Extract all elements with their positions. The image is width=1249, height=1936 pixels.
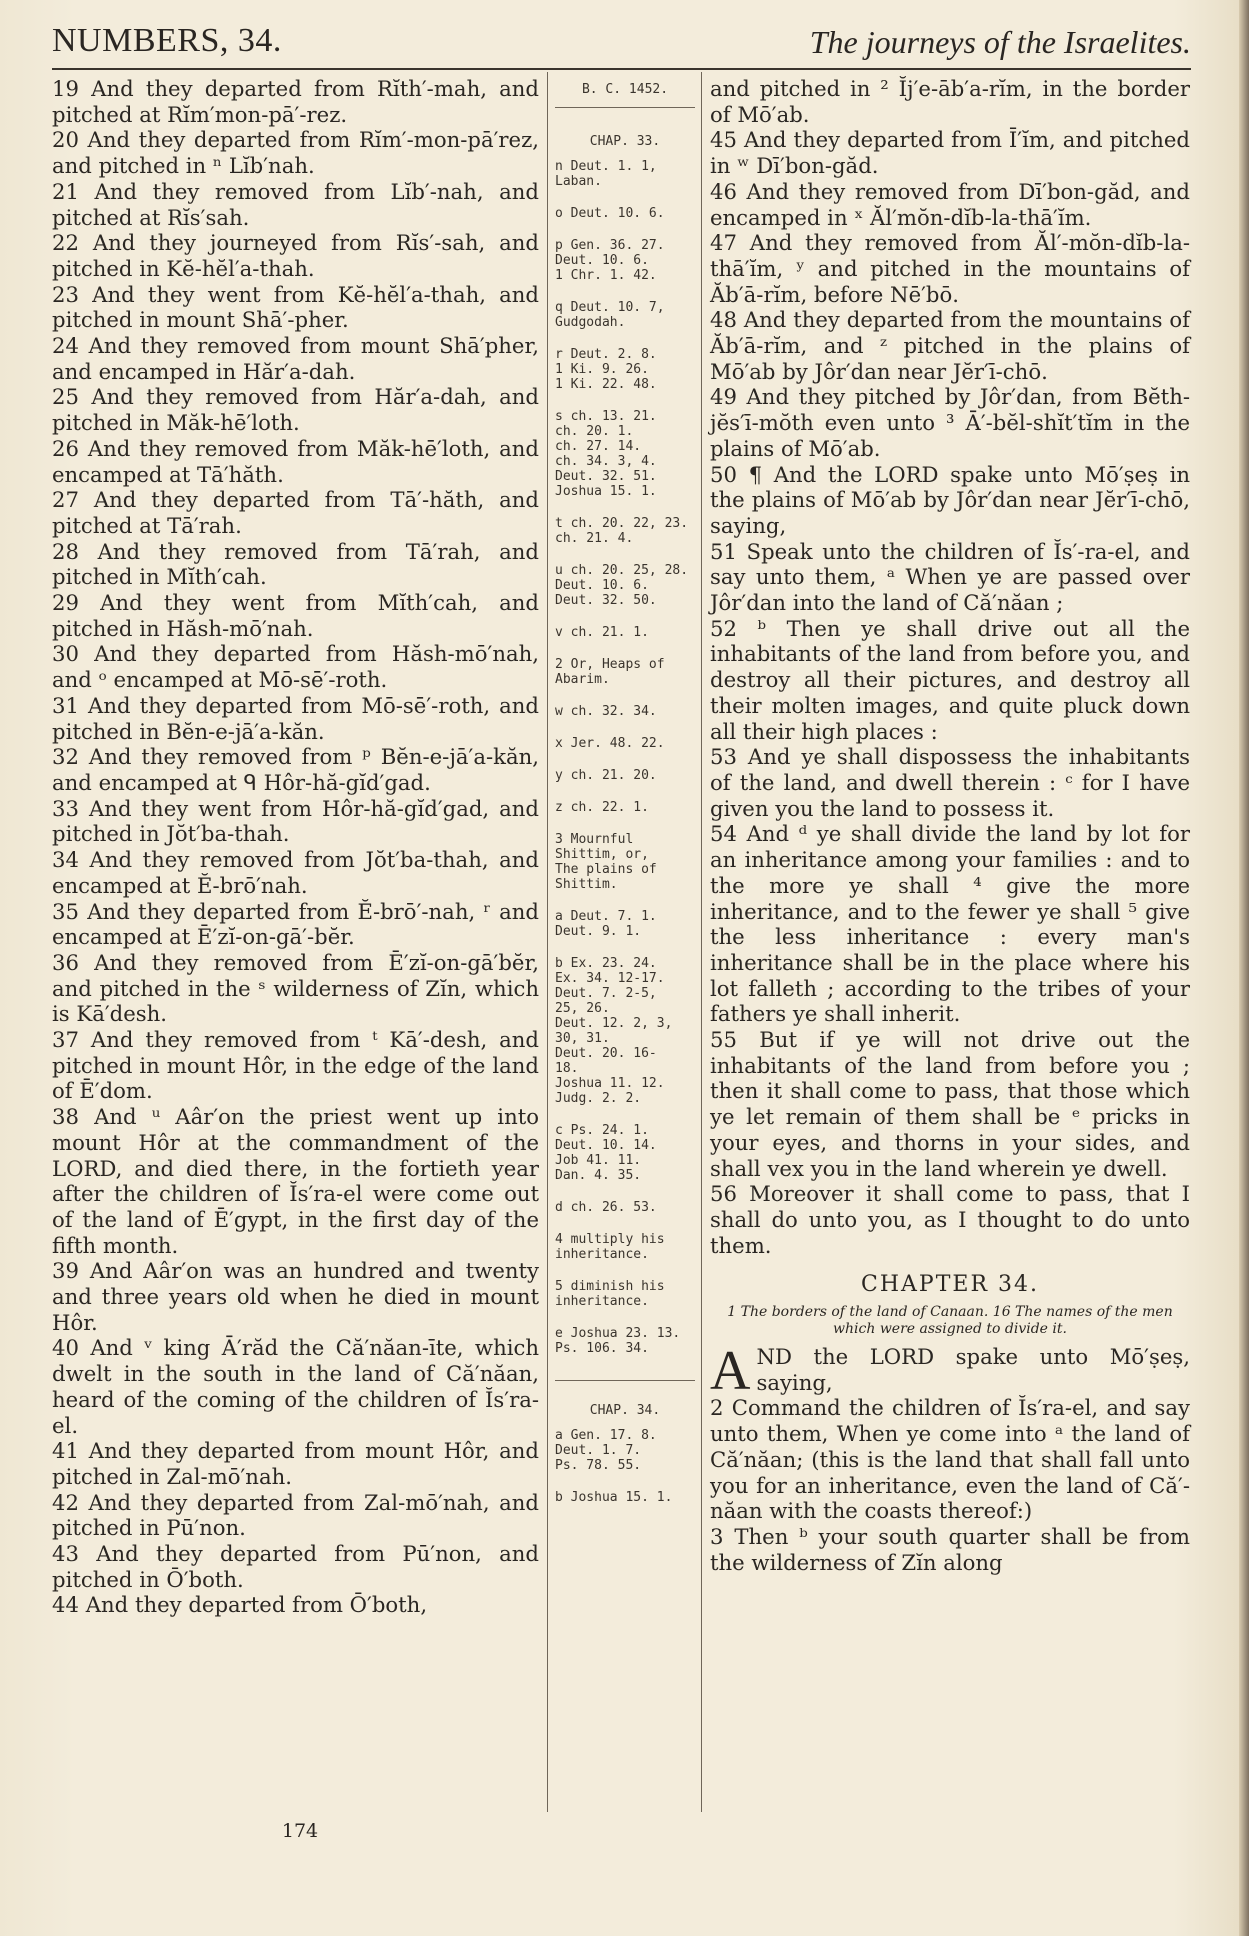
verse: 42 And they departed from Zal-mō′nah, and pitched in Pū′non. bbox=[52, 1489, 539, 1541]
margin-note: t ch. 20. 22, 23. ch. 21. 4. bbox=[555, 516, 689, 546]
verse: 31 And they departed from Mō-sē′-roth, and pitched in Bĕn-e-jā′a-kăn. bbox=[52, 692, 539, 744]
verse: 20 And they departed from Rĭm′-mon-pā′rez, and pitched in ⁿ Lĭb′nah. bbox=[52, 127, 539, 179]
verse: 44 And they departed from Ō′both, bbox=[52, 1592, 428, 1618]
verse: 30 And they departed from Hăsh-mō′nah, and ᵒ encamped at Mō-sē′-roth. bbox=[52, 641, 539, 693]
right-text-column bbox=[710, 76, 1190, 1816]
margin-note: 4 multiply his inheritance. bbox=[555, 1232, 665, 1262]
margin-chapter-label: CHAP. 33. bbox=[589, 134, 661, 149]
verse: 39 And Aâr′on was an hundred and twenty and three years old when he died in mount Hôr. bbox=[52, 1258, 539, 1335]
margin-note: a Deut. 7. 1. Deut. 9. 1. bbox=[555, 909, 657, 939]
column-rule-right bbox=[701, 72, 702, 1812]
margin-note: o Deut. 10. 6. bbox=[555, 206, 665, 221]
chapter-heading: CHAPTER 34. bbox=[861, 1272, 1039, 1298]
book-chapter-title: NUMBERS, 34. bbox=[52, 22, 282, 59]
margin-note: z ch. 22. 1. bbox=[555, 800, 649, 815]
verse: 46 And they removed from Dī′bon-găd, and encamped in ˣ Ăl′mŏn-dĭb-la-thā′ĭm. bbox=[710, 178, 1190, 230]
verse: 25 And they removed from Hăr′a-dah, and pitched in Măk-hē′loth. bbox=[52, 384, 539, 436]
verse: 33 And they went from Hôr-hă-gĭd′gad, and pitched in Jŏt′ba-thah. bbox=[52, 795, 539, 847]
section-title: The journeys of the Israelites. bbox=[809, 24, 1191, 60]
margin-note: n Deut. 1. 1, Laban. bbox=[555, 159, 657, 189]
verse: 56 Moreover it shall come to pass, that I shall do unto you, as I thought to do unto them. bbox=[710, 1181, 1190, 1258]
page-edge bbox=[1239, 0, 1249, 1936]
verse: 45 And they departed from Ī′ĭm, and pitched in ʷ Dī′bon-găd. bbox=[710, 127, 1190, 179]
margin-note: e Joshua 23. 13. Ps. 106. 34. bbox=[555, 1326, 681, 1356]
verse: 19 And they departed from Rĭth′-mah, and pitched at Rĭm′mon-pā′-rez. bbox=[52, 76, 539, 127]
verse: 32 And they removed from ᵖ Bĕn-e-jā′a-kăn, and encamped at ᑫ Hôr-hă-gĭd′gad. bbox=[52, 744, 539, 795]
margin-note: q Deut. 10. 7, Gudgodah. bbox=[555, 300, 665, 330]
verse: 2 Command the children of Ĭs′ra-el, and say unto them, When ye come into ᵃ the land of Că′năan; (this is the land that shall fall unto you for an inheritance, even the land of Că′-năan with the coasts thereof:) bbox=[710, 1395, 1190, 1524]
verse: 34 And they removed from Jŏt′ba-thah, and encamped at Ĕ-brō′nah. bbox=[52, 847, 539, 898]
margin-note: u ch. 20. 25, 28. Deut. 10. 6. Deut. 32. 50. bbox=[555, 563, 689, 608]
verse: 52 ᵇ Then ye shall drive out all the inhabitants of the land from before you, and destroy all their pictures, and destroy all their molten images, and quite pluck down all their high places : bbox=[710, 615, 1190, 744]
margin-note: c Ps. 24. 1. Deut. 10. 14. Job 41. 11. Dan. 4. 35. bbox=[555, 1123, 657, 1183]
running-head bbox=[52, 22, 1191, 70]
margin-note: 5 diminish his inheritance. bbox=[555, 1279, 665, 1309]
verse: 37 And they removed from ᵗ Kā′-desh, and pitched in mount Hôr, in the edge of the land of Ē′dom. bbox=[52, 1027, 539, 1104]
verse-1 bbox=[710, 1340, 1190, 1403]
margin-note: x Jer. 48. 22. bbox=[555, 736, 665, 751]
verse: 51 Speak unto the children of Ĭs′-ra-el, and say unto them, ᵃ When ye are passed over Jôr′dan into the land of Că′năan ; bbox=[710, 538, 1190, 616]
verse: 36 And they removed from Ē′zĭ-on-gā′bĕr, and pitched in the ˢ wilderness of Zĭn, which is Kā′desh. bbox=[52, 949, 539, 1027]
chapter-summary: 1 The borders of the land of Canaan. 16 The names of the men which were assigned to divide it. bbox=[727, 1304, 1173, 1338]
margin-chapter-label: CHAP. 34. bbox=[555, 1380, 695, 1418]
verse: 28 And they removed from Tā′rah, and pitched in Mĭth′cah. bbox=[52, 538, 539, 590]
marginal-references bbox=[555, 82, 695, 1812]
verse: 23 And they went from Kĕ-hĕl′a-thah, and pitched in mount Shā′-pher. bbox=[52, 281, 539, 333]
verse: 22 And they journeyed from Rĭs′-sah, and pitched in Kĕ-hĕl′a-thah. bbox=[52, 230, 539, 281]
verse: 43 And they departed from Pū′non, and pitched in Ō′both. bbox=[52, 1541, 539, 1592]
drop-cap: A bbox=[710, 1340, 751, 1403]
verse: 29 And they went from Mĭth′cah, and pitched in Hăsh-mō′nah. bbox=[52, 590, 539, 641]
margin-note: a Gen. 17. 8. Deut. 1. 7. Ps. 78. 55. bbox=[555, 1428, 657, 1473]
margin-note: v ch. 21. 1. bbox=[555, 625, 649, 640]
margin-note: s ch. 13. 21. ch. 20. 1. ch. 27. 14. ch. 34. 3, 4. Deut. 32. 51. Joshua 15. 1. bbox=[555, 409, 657, 499]
verse: 49 And they pitched by Jôr′dan, from Bĕth-jĕs′ī-mŏth even unto ³ Ā′-bĕl-shĭt′tĭm in the plains of Mō′ab. bbox=[710, 384, 1190, 461]
verse: 53 And ye shall dispossess the inhabitants of the land, and dwell therein : ᶜ for I have given you the land to possess it. bbox=[710, 744, 1190, 821]
margin-note: d ch. 26. 53. bbox=[555, 1200, 657, 1215]
column-rule-left bbox=[547, 72, 548, 1812]
verse: 40 And ᵛ king Ā′răd the Că′năan-īte, which dwelt in the south in the land of Că′năan, heard of the coming of the children of Ĭs′ra-el. bbox=[52, 1335, 539, 1438]
date-note: B. C. 1452. bbox=[555, 82, 695, 108]
margin-note: 3 Mournful Shittim, or, The plains of Shittim. bbox=[555, 832, 657, 892]
verse: 55 But if ye will not drive out the inhabitants of the land from before you ; then it shall come to pass, that those which ye let remain of them shall be ᵉ pricks in your eyes, and thorns in your sides, and shall vex you in the land wherein ye dwell. bbox=[710, 1027, 1190, 1181]
verse: 26 And they removed from Măk-hē′loth, and encamped at Tā′hăth. bbox=[52, 435, 539, 487]
verse: 27 And they departed from Tā′-hăth, and pitched at Tā′rah. bbox=[52, 487, 539, 538]
left-text-column bbox=[52, 76, 539, 1816]
verse: 35 And they departed from Ĕ-brō′-nah, ʳ and encamped at Ē′zĭ-on-gā′-bĕr. bbox=[52, 898, 539, 950]
margin-note: y ch. 21. 20. bbox=[555, 768, 657, 783]
verse: 21 And they removed from Lĭb′-nah, and pitched at Rĭs′sah. bbox=[52, 178, 539, 230]
verse: 48 And they departed from the mountains of Ăb′ā-rĭm, and ᶻ pitched in the plains of Mō′ab by Jôr′dan near Jĕr′ī-chō. bbox=[710, 307, 1190, 384]
verse: 54 And ᵈ ye shall divide the land by lot for an inheritance among your families : and to the more ye shall ⁴ give the more inheritance, and to the fewer ye shall ⁵ give the less inheritance : every man's inheritance shall be in the place where his lot falleth ; according to the tribes of your fathers ye shall inherit. bbox=[710, 821, 1190, 1027]
margin-note: b Ex. 23. 24. Ex. 34. 12-17. Deut. 7. 2-5, 25, 26. Deut. 12. 2, 3, 30, 31. Deut. 20. 16- 18. Joshua 11. 12. Judg. 2. 2. bbox=[555, 956, 673, 1106]
verse: and pitched in ² Ĭj′e-āb′a-rĭm, in the border of Mō′ab. bbox=[710, 76, 1190, 127]
margin-note: b Joshua 15. 1. bbox=[555, 1490, 673, 1505]
margin-note: p Gen. 36. 27. Deut. 10. 6. 1 Chr. 1. 42. bbox=[555, 238, 665, 283]
margin-note: w ch. 32. 34. bbox=[555, 704, 657, 719]
verse: 38 And ᵘ Aâr′on the priest went up into mount Hôr at the commandment of the LORD, and died there, in the fortieth year after the children of Ĭs′ra-el were come out of the land of Ē′gypt, in the first day of the fifth month. bbox=[52, 1104, 539, 1258]
verse: 24 And they removed from mount Shā′pher, and encamped in Hăr′a-dah. bbox=[52, 333, 539, 384]
margin-note: 2 Or, Heaps of Abarim. bbox=[555, 657, 665, 687]
verse: 3 Then ᵇ your south quarter shall be from the wilderness of Zĭn along bbox=[710, 1523, 1190, 1575]
verse: 47 And they removed from Ăl′-mŏn-dĭb-la-thā′ĭm, ʸ and pitched in the mountains of Ăb′ā-rĭm, before Nē′bō. bbox=[710, 230, 1190, 307]
verse: 50 ¶ And the LORD spake unto Mō′ṣeṣ in the plains of Mō′ab by Jôr′dan near Jĕr′ī-chō, saying, bbox=[710, 461, 1190, 538]
verse: 41 And they departed from mount Hôr, and pitched in Zal-mō′nah. bbox=[52, 1438, 539, 1489]
margin-note: r Deut. 2. 8. 1 Ki. 9. 26. 1 Ki. 22. 48. bbox=[555, 347, 657, 392]
page-number: 174 bbox=[281, 1820, 319, 1842]
verse-1-text: ND the LORD spake unto Mō′ṣeṣ, saying, bbox=[756, 1344, 1190, 1395]
